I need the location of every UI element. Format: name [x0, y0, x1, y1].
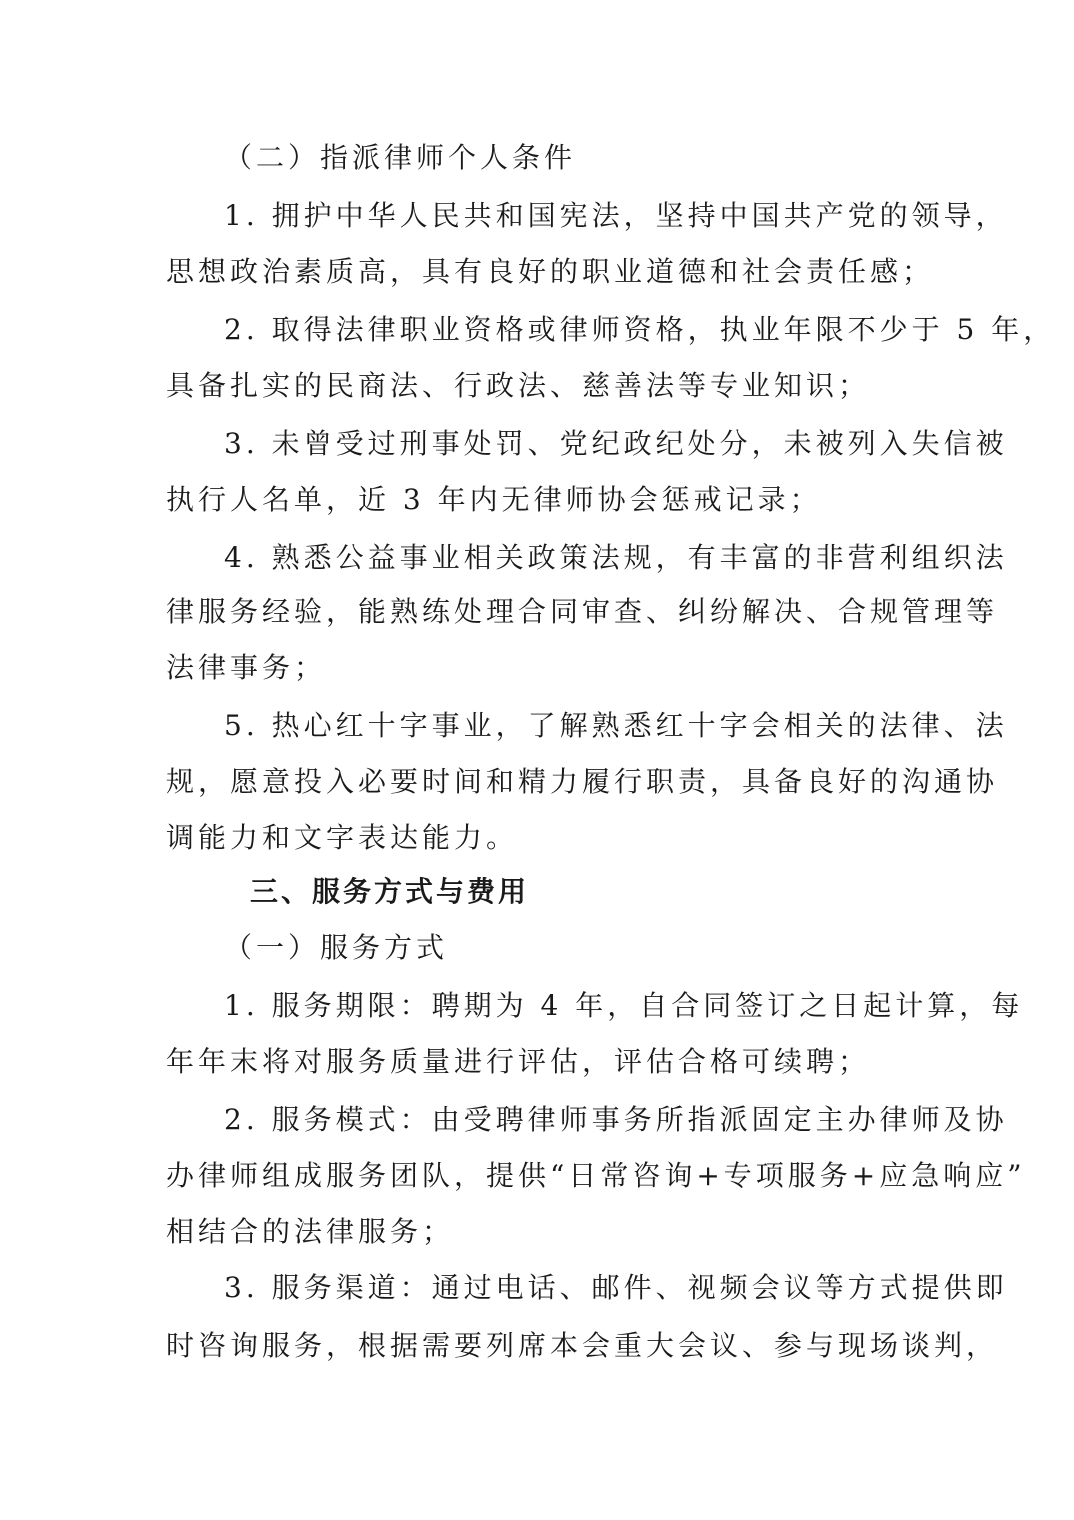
- paragraph-line: 法律事务；: [166, 651, 327, 684]
- paragraph-line: 4. 熟悉公益事业相关政策法规，有丰富的非营利组织法: [224, 541, 1008, 574]
- subheading-service-mode: （一）服务方式: [224, 931, 449, 964]
- paragraph-line: 3. 服务渠道：通过电话、邮件、视频会议等方式提供即: [224, 1271, 1008, 1304]
- paragraph-line: 规，愿意投入必要时间和精力履行职责，具备良好的沟通协: [166, 765, 999, 798]
- paragraph-line: 律服务经验，能熟练处理合同审查、纠纷解决、合规管理等: [166, 595, 999, 628]
- paragraph-line: 3. 未曾受过刑事处罚、党纪政纪处分，未被列入失信被: [224, 427, 1008, 460]
- paragraph-line: 1. 服务期限：聘期为 4 年，自合同签订之日起计算，每: [224, 989, 1024, 1022]
- paragraph-line: 执行人名单，近 3 年内无律师协会惩戒记录；: [166, 483, 822, 516]
- paragraph-line: 2. 取得法律职业资格或律师资格，执业年限不少于 5 年，: [224, 313, 1056, 346]
- paragraph-line: 1. 拥护中华人民共和国宪法，坚持中国共产党的领导，: [224, 199, 1008, 232]
- section-heading-service-and-fees: 三、服务方式与费用: [250, 875, 530, 908]
- paragraph-line: 相结合的法律服务；: [166, 1215, 455, 1248]
- subheading-designated-lawyer-conditions: （二）指派律师个人条件: [224, 141, 577, 174]
- paragraph-line: 时咨询服务，根据需要列席本会重大会议、参与现场谈判，: [166, 1329, 999, 1362]
- paragraph-line: 年年末将对服务质量进行评估，评估合格可续聘；: [166, 1045, 871, 1078]
- paragraph-line: 5. 热心红十字事业，了解熟悉红十字会相关的法律、法: [224, 709, 1008, 742]
- paragraph-line: 思想政治素质高，具有良好的职业道德和社会责任感；: [166, 255, 935, 288]
- paragraph-line: 2. 服务模式：由受聘律师事务所指派固定主办律师及协: [224, 1103, 1008, 1136]
- paragraph-line: 调能力和文字表达能力。: [166, 821, 519, 854]
- paragraph-line: 办律师组成服务团队，提供“日常咨询+专项服务+应急响应”: [166, 1159, 1026, 1192]
- paragraph-line: 具备扎实的民商法、行政法、慈善法等专业知识；: [166, 369, 871, 402]
